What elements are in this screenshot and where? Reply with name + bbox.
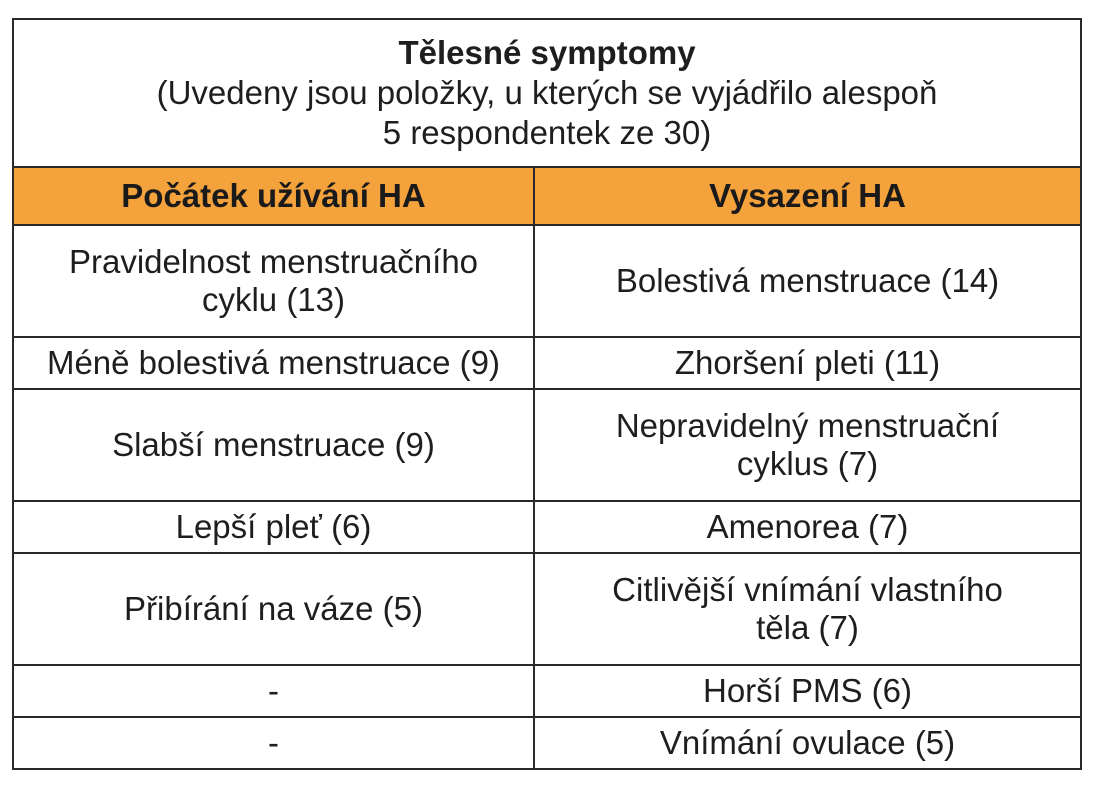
table-cell-stop xyxy=(534,665,1081,717)
cell-text-line1: Vnímání ovulace (5) xyxy=(659,724,956,761)
cell-text-line2: cyklus (7) xyxy=(736,445,879,482)
table-row xyxy=(13,665,1081,717)
table-cell-stop xyxy=(534,553,1081,665)
table-title: Tělesné symptomy xyxy=(398,34,696,71)
table-cell-start xyxy=(13,717,534,769)
table-cell-stop xyxy=(534,389,1081,501)
table-row xyxy=(13,501,1081,553)
cell-text-line1: Slabší menstruace (9) xyxy=(112,426,435,463)
table-subtitle-line2: 5 respondentek ze 30) xyxy=(382,114,712,151)
table-cell-start xyxy=(13,337,534,389)
cell-text-line1: Horší PMS (6) xyxy=(702,672,913,709)
cell-text-line1: Amenorea (7) xyxy=(706,508,909,545)
table-cell-stop xyxy=(534,337,1081,389)
table-cell-stop xyxy=(534,501,1081,553)
table-subtitle-line1: (Uvedeny jsou položky, u kterých se vyjádřilo alespoň xyxy=(156,74,938,111)
header-row xyxy=(13,167,1081,225)
table-cell-start xyxy=(13,665,534,717)
table-row xyxy=(13,225,1081,337)
table-cell-start xyxy=(13,389,534,501)
table-row xyxy=(13,337,1081,389)
cell-text-line1: Nepravidelný menstruační xyxy=(615,407,1000,444)
table-row xyxy=(13,717,1081,769)
cell-text-line1: Lepší pleť (6) xyxy=(175,508,372,545)
cell-text-line1: Bolestivá menstruace (14) xyxy=(615,262,1000,299)
table-row xyxy=(13,389,1081,501)
cell-text-line2: těla (7) xyxy=(756,609,859,646)
title-row xyxy=(13,19,1081,167)
cell-text-line1: Přibírání na váze (5) xyxy=(124,590,423,627)
cell-text-line1: Zhoršení pleti (11) xyxy=(674,344,941,381)
table-cell-start xyxy=(13,225,534,337)
cell-text-line1: Pravidelnost menstruačního xyxy=(68,243,479,280)
table-cell-start xyxy=(13,501,534,553)
title-cell xyxy=(13,19,1081,167)
cell-text-line2: cyklu (13) xyxy=(201,281,346,318)
table-cell-start xyxy=(13,553,534,665)
column-header-stop: Vysazení HA xyxy=(534,167,1081,225)
cell-text-line1: Méně bolestivá menstruace (9) xyxy=(46,344,501,381)
column-header-start: Počátek užívání HA xyxy=(13,167,534,225)
table-cell-stop xyxy=(534,717,1081,769)
symptoms-table xyxy=(12,18,1082,770)
cell-text-line1: - xyxy=(268,672,279,709)
table-row xyxy=(13,553,1081,665)
table-cell-stop xyxy=(534,225,1081,337)
cell-text-line1: Citlivější vnímání vlastního xyxy=(612,571,1003,608)
cell-text-line1: - xyxy=(268,724,279,761)
